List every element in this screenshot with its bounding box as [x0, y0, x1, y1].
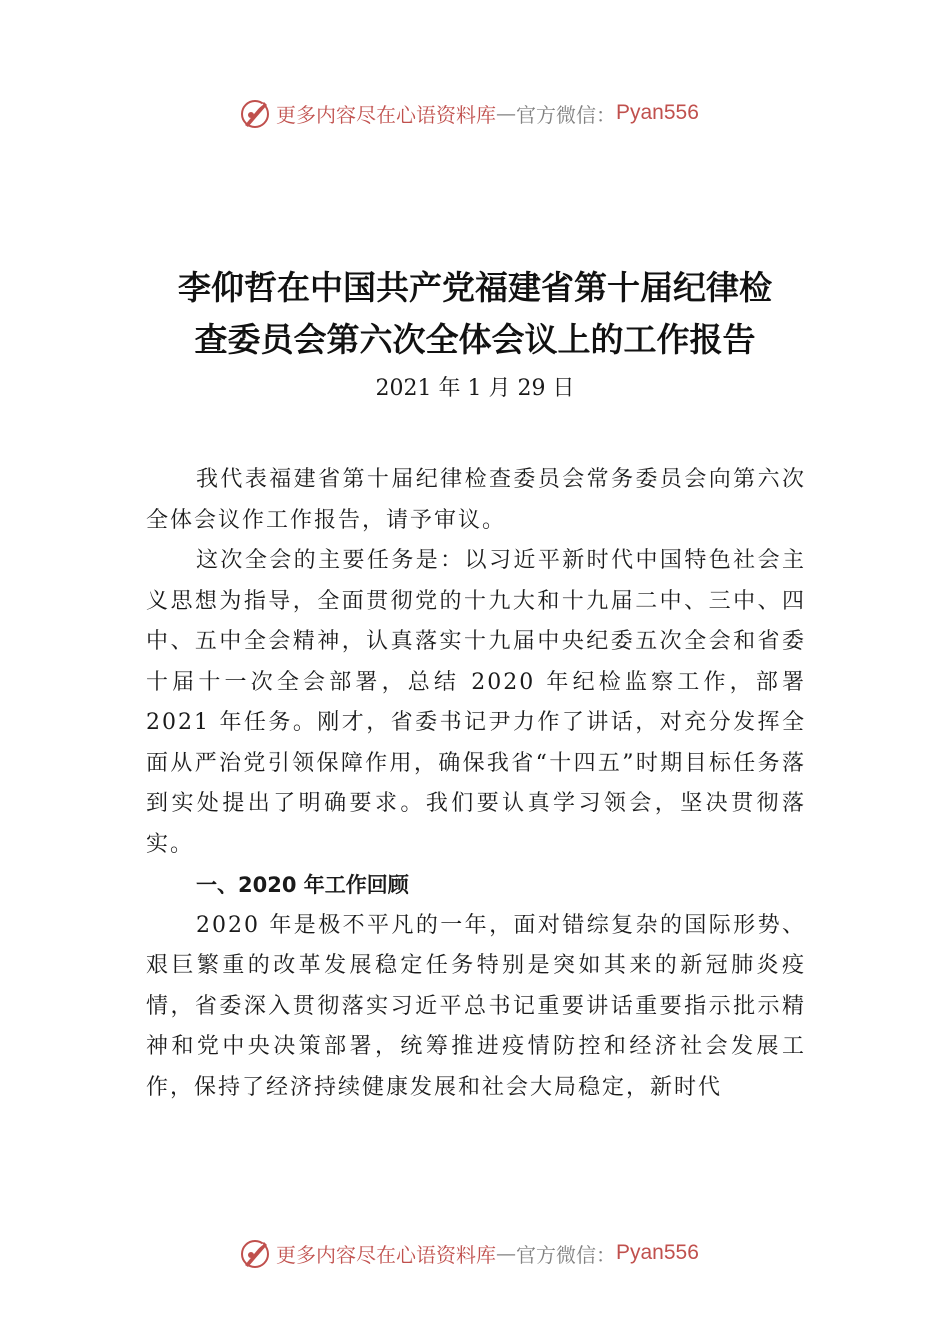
watermark-dash: —	[496, 1241, 516, 1265]
watermark-wechat-label: 官方微信：	[516, 102, 616, 127]
watermark-wechat-label: 官方微信：	[516, 1242, 616, 1267]
footer-watermark	[238, 1236, 699, 1270]
document-title-line-2: 查委员会第六次全体会议上的工作报告	[194, 320, 756, 359]
header-watermark	[238, 96, 699, 130]
watermark-dash: —	[496, 101, 516, 125]
section-heading: 一、2020 年工作回顾	[196, 873, 409, 897]
document-date: 2021 年 1 月 29 日	[375, 376, 575, 401]
paragraph-review: 2020 年是极不平凡的一年，面对错综复杂的国际形势、艰巨繁重的改革发展稳定任务特别是突如其来的新冠肺炎疫情，省委深入贯彻落实习近平总书记重要讲话重要指示批示精神和党中央决策部署，统筹推进疫情防控和经济社会发展工作，保持了经济持续健康发展和社会大局稳定，新时代	[146, 912, 806, 1100]
quill-logo-icon	[238, 96, 272, 130]
watermark-wechat-id: Pyan556	[616, 1241, 699, 1264]
watermark-text: 更多内容尽在心语资料库	[276, 102, 496, 127]
document-body	[146, 460, 806, 1108]
paragraph-intro: 我代表福建省第十届纪律检查委员会常务委员会向第六次全体会议作工作报告，请予审议。	[146, 467, 806, 533]
document-title-line-1: 李仰哲在中国共产党福建省第十届纪律检	[178, 268, 772, 307]
quill-logo-icon	[238, 1236, 272, 1270]
watermark-text: 更多内容尽在心语资料库	[276, 1242, 496, 1267]
paragraph-tasks: 这次全会的主要任务是：以习近平新时代中国特色社会主义思想为指导，全面贯彻党的十九大和十九届二中、三中、四中、五中全会精神，认真落实十九届中央纪委五次全会和省委十届十一次全会部署，总结 2020 年纪检监察工作，部署 2021 年任务。刚才，省委书记尹力作了讲话，对充分发挥全面从严治党引领保障作用，确保我省“十四五”时期目标任务落到实处提出了明确要求。我们要认真学习领会，坚决贯彻落实。	[146, 548, 806, 857]
watermark-wechat-id: Pyan556	[616, 101, 699, 124]
